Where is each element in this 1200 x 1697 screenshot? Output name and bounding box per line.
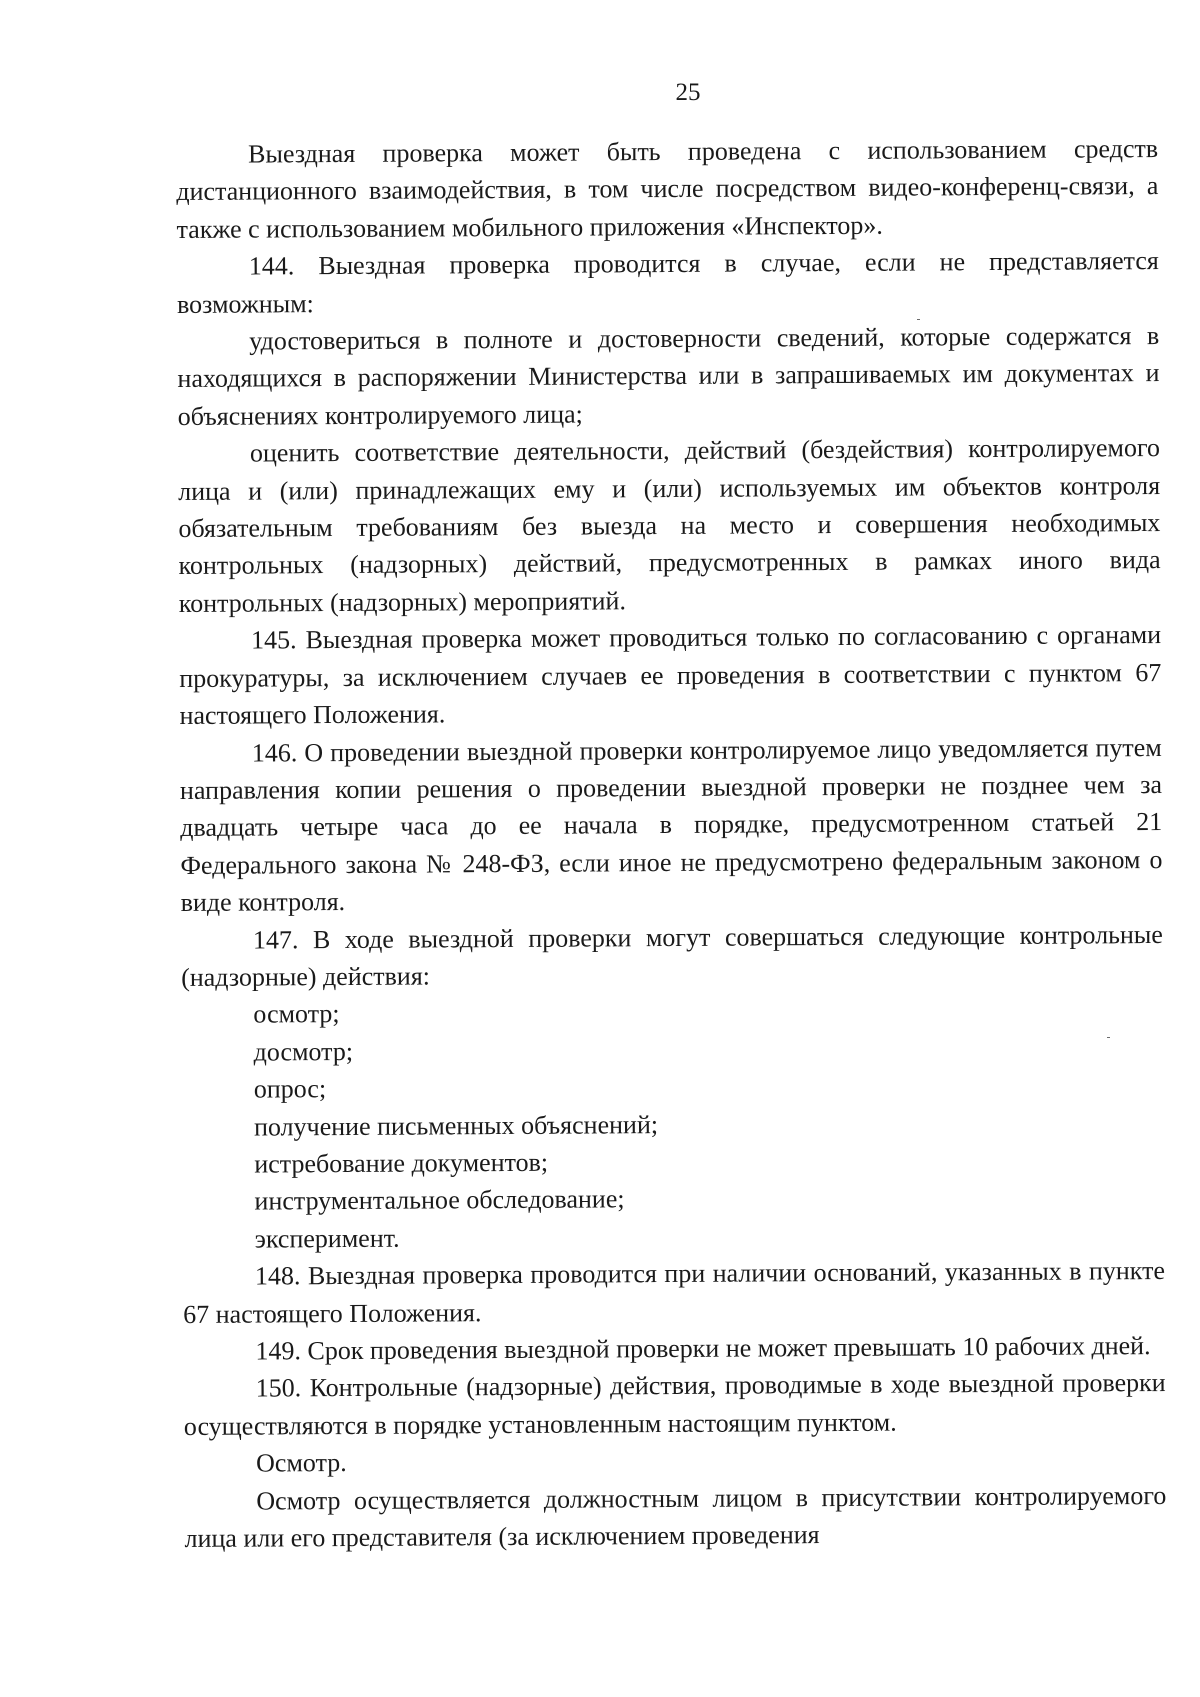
document-body [176, 130, 1167, 1557]
list-item-document-request: истребование документов; [254, 1147, 549, 1179]
list-item-experiment: эксперимент. [254, 1223, 400, 1254]
paragraph-145: 145. Выездная проверка может проводиться только по согласованию с органами прокуратуры, за исключением случаев ее проведения в соответствии с пунктом 67 настоящего Положения. [179, 620, 1162, 731]
heading-inspection: Осмотр. [256, 1448, 347, 1478]
paragraph-149: 149. Срок проведения выездной проверки не может превышать 10 рабочих дней. [255, 1331, 1151, 1366]
list-item-inspection: осмотр; [253, 999, 340, 1029]
list-item-written-explanations: получение письменных объяснений; [253, 1109, 659, 1142]
list-item-search: досмотр; [253, 1036, 354, 1067]
paragraph-148: 148. Выездная проверка проводится при наличии оснований, указанных в пункте 67 настоящего Положения. [183, 1256, 1166, 1329]
scan-speck [917, 319, 920, 320]
paragraph-150: 150. Контрольные (надзорные) действия, проводимые в ходе выездной проверки осуществляются в порядке установленным настоящим пунктом. [183, 1368, 1166, 1441]
scan-speck [1107, 1037, 1110, 1038]
paragraph-144: 144. Выездная проверка проводится в случае, если не представляется возможным: [176, 246, 1159, 319]
paragraph-remote-inspection: Выездная проверка может быть проведена с использованием средств дистанционного взаимодействия, в том числе посредством видео-конференц-связи, а также с использованием мобильного приложения «Инспектор». [176, 134, 1159, 244]
paragraph-146: 146. О проведении выездной проверки контролируемое лицо уведомляется путем направления копии решения о проведении выездной проверки не позднее чем за двадцать четыре часа до ее начала в порядке, предусмотренном статьей 21 Федерального закона № 248-ФЗ, если иное не предусмотрено федеральным законом о виде контроля. [179, 732, 1163, 918]
list-item-instrumental-examination: инструментальное обследование; [254, 1184, 625, 1216]
list-item-interview: опрос; [253, 1074, 327, 1104]
paragraph-147: 147. В ходе выездной проверки могут совершаться следующие контрольные (надзорные) действия: [181, 919, 1163, 992]
page-number: 25 [675, 79, 701, 106]
paragraph-assess-compliance: оценить соответствие деятельности, действий (бездействия) контролируемого лица и (или) принадлежащих ему и (или) используемых им объектов контроля обязательным требованиям без выезда на место и совершения необходимых контрольных (надзорных) действий, предусмотренных в рамках иного вида контрольных (надзорных) мероприятий. [178, 433, 1161, 618]
paragraph-verify-completeness: удостовериться в полноте и достоверности сведений, которые содержатся в находящихся в распоряжении Министерства или в запрашиваемых им документах и объяснениях контролируемого лица; [177, 321, 1160, 431]
paragraph-inspection-conduct: Осмотр осуществляется должностным лицом в присутствии контролируемого лица или его представителя (за исключением проведения [184, 1480, 1167, 1554]
